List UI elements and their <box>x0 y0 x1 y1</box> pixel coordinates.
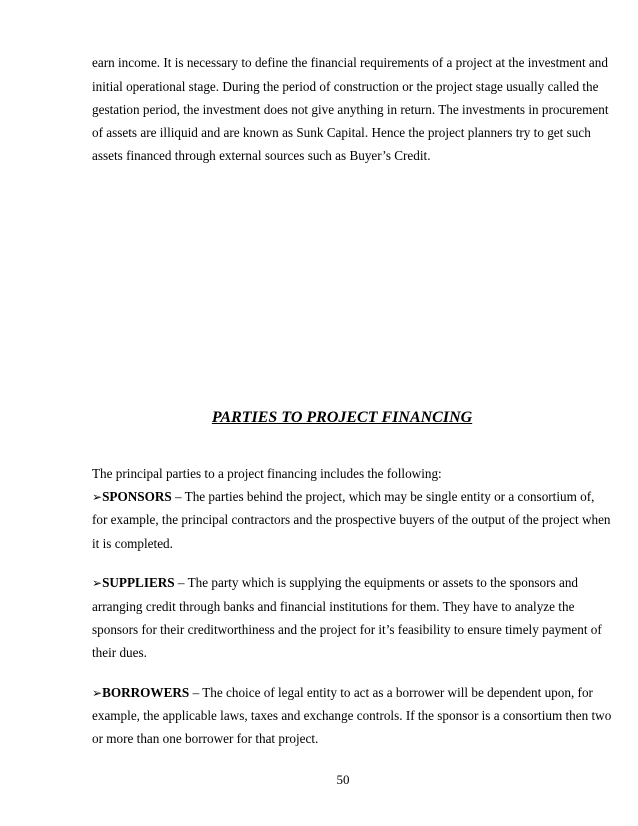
party-line: example, the applicable laws, taxes and exchange controls. If the sponsor is a consortium then two <box>92 708 612 723</box>
arrow-bullet-icon: ➢ <box>92 490 103 504</box>
arrow-bullet-icon: ➢ <box>92 576 103 590</box>
intro-line: of assets are illiquid and are known as Sunk Capital. Hence the project planners try to get such <box>92 125 591 140</box>
party-description: – The choice of legal entity to act as a borrower will be dependent upon, for <box>189 685 593 700</box>
party-line: or more than one borrower for that project. <box>92 731 319 746</box>
intro-line: assets financed through external sources such as Buyer’s Credit. <box>92 148 431 163</box>
party-description: – The parties behind the project, which may be single entity or a consortium of, <box>171 489 595 504</box>
party-item-suppliers <box>92 575 578 591</box>
party-line: their dues. <box>92 645 147 660</box>
party-item-borrowers <box>92 685 593 701</box>
party-line: it is completed. <box>92 536 173 551</box>
intro-line: earn income. It is necessary to define the financial requirements of a project at the investment and <box>92 55 608 70</box>
party-line: sponsors for their creditworthiness and the project for it’s feasibility to ensure timely payment of <box>92 622 602 637</box>
arrow-bullet-icon: ➢ <box>92 686 103 700</box>
lead-line: The principal parties to a project financing includes the following: <box>92 466 442 481</box>
page-number: 50 <box>336 772 350 787</box>
party-term: SPONSORS <box>102 489 172 504</box>
intro-line: gestation period, the investment does not give anything in return. The investments in procurement <box>92 102 609 117</box>
party-line: arranging credit through banks and financial institutions for them. They have to analyze the <box>92 599 575 614</box>
party-description: – The party which is supplying the equipments or assets to the sponsors and <box>174 575 579 590</box>
intro-line: initial operational stage. During the period of construction or the project stage usually called the <box>92 79 599 94</box>
party-line: for example, the principal contractors and the prospective buyers of the output of the project when <box>92 512 611 527</box>
party-term: BORROWERS <box>102 685 190 700</box>
section-heading: PARTIES TO PROJECT FINANCING <box>211 409 473 426</box>
party-item-sponsors <box>92 489 594 505</box>
party-term: SUPPLIERS <box>102 575 175 590</box>
